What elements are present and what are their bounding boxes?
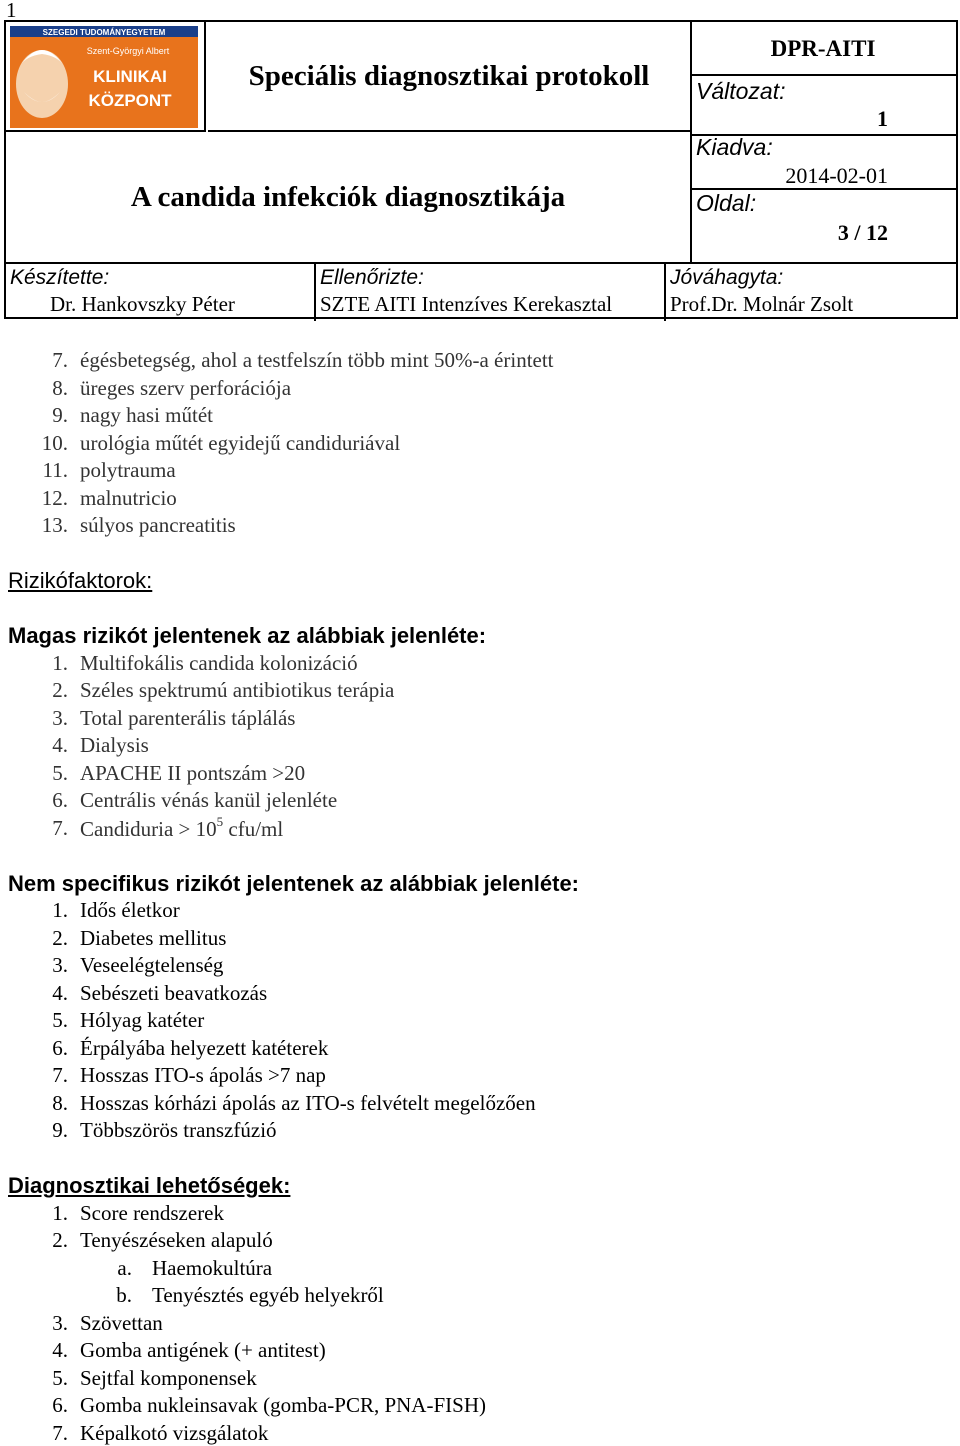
logo-cell: [6, 22, 206, 132]
checked-cell: [316, 264, 666, 321]
page-value: 3 / 12: [837, 220, 888, 245]
approved-cell: [666, 264, 956, 321]
logo-center-line1: Szent-Györgyi Albert: [86, 46, 170, 56]
protocol-title: Speciális diagnosztikai protokoll: [208, 22, 692, 132]
version-value: 1: [877, 106, 888, 131]
version-label: Változat:: [696, 78, 786, 104]
checked-value: SZTE AITI Intenzíves Kerekasztal: [320, 292, 613, 316]
logo-center-line3: KÖZPONT: [88, 91, 172, 110]
page-label: Oldal:: [696, 190, 757, 216]
logo-center-line2: KLINIKAI: [93, 67, 167, 86]
diagnostic-options-heading: Diagnosztikai lehetőségek:: [8, 1173, 291, 1198]
document-meta: [692, 22, 958, 262]
high-risk-heading: Magas rizikót jelentenek az alábbiak jelenléte:: [8, 623, 487, 648]
logo-university-text: SZEGEDI TUDOMÁNYEGYETEM: [42, 28, 166, 37]
signature-row: [6, 262, 956, 321]
page-corner-number: 1: [6, 0, 17, 22]
prepared-value: Dr. Hankovszky Péter: [50, 292, 235, 316]
approved-label: Jóváhagyta:: [670, 266, 784, 289]
document-code: DPR-AITI: [770, 36, 876, 61]
document-header: [4, 20, 958, 319]
prepared-label: Készítette:: [10, 266, 110, 289]
issued-value: 2014-02-01: [785, 163, 888, 188]
nonspecific-risk-heading: Nem specifikus rizikót jelentenek az alábbiak jelenléte:: [8, 871, 580, 896]
meta-divider: [692, 74, 958, 76]
university-logo: [10, 26, 198, 128]
protocol-subtitle: A candida infekciók diagnosztikája: [6, 132, 692, 262]
prepared-cell: [6, 264, 316, 321]
approved-value: Prof.Dr. Molnár Zsolt: [670, 292, 854, 316]
checked-label: Ellenőrizte:: [320, 266, 424, 289]
risk-factors-heading: Rizikófaktorok:: [8, 568, 153, 593]
issued-label: Kiadva:: [696, 134, 773, 160]
